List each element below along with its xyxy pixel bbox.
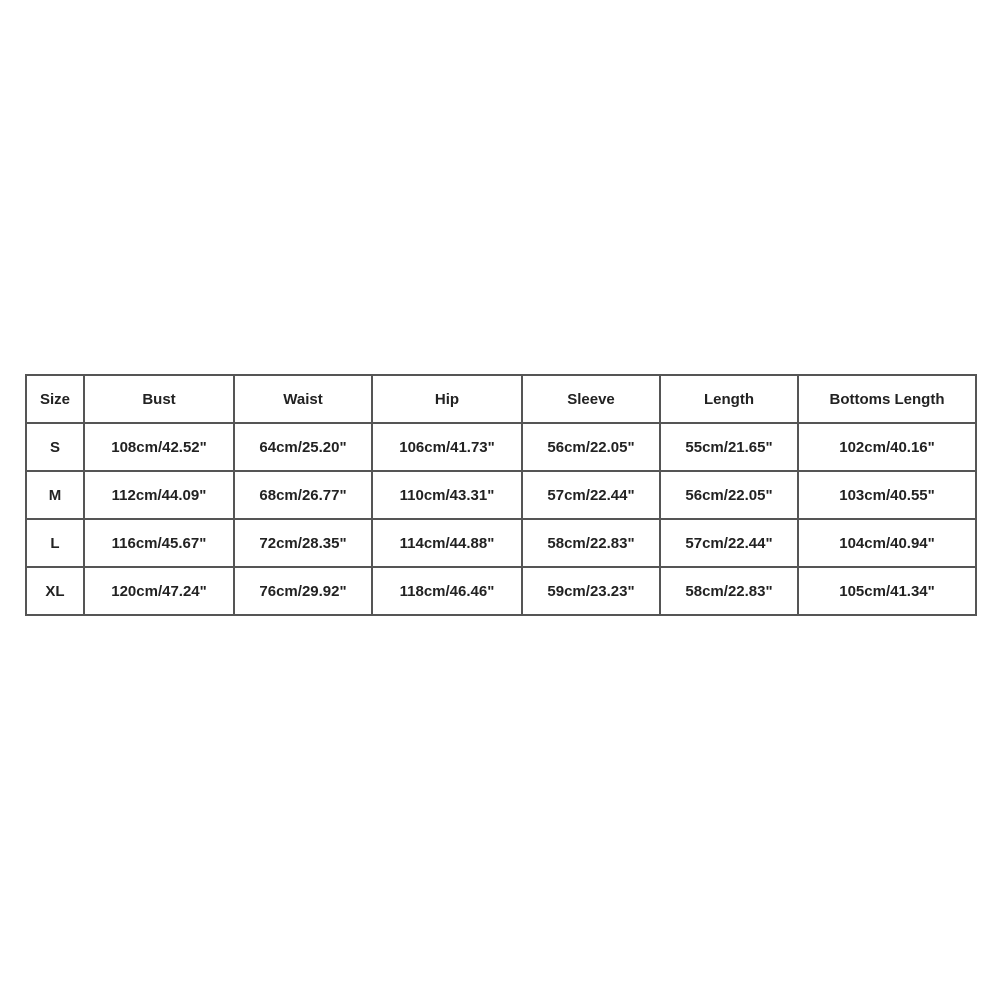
bust-cell: 108cm/42.52"	[84, 423, 234, 471]
waist-cell: 72cm/28.35"	[234, 519, 372, 567]
sleeve-cell: 58cm/22.83"	[522, 519, 660, 567]
sleeve-cell: 57cm/22.44"	[522, 471, 660, 519]
size-cell: XL	[26, 567, 84, 615]
waist-cell: 68cm/26.77"	[234, 471, 372, 519]
length-cell: 57cm/22.44"	[660, 519, 798, 567]
header-sleeve: Sleeve	[522, 375, 660, 423]
bottoms-length-cell: 104cm/40.94"	[798, 519, 976, 567]
header-bust: Bust	[84, 375, 234, 423]
size-chart-table	[25, 374, 977, 616]
size-cell: M	[26, 471, 84, 519]
bottoms-length-cell: 103cm/40.55"	[798, 471, 976, 519]
header-row	[26, 375, 976, 423]
bottoms-length-cell: 102cm/40.16"	[798, 423, 976, 471]
table-row	[26, 567, 976, 615]
header-size: Size	[26, 375, 84, 423]
length-cell: 56cm/22.05"	[660, 471, 798, 519]
table-row	[26, 471, 976, 519]
table-row	[26, 423, 976, 471]
bust-cell: 112cm/44.09"	[84, 471, 234, 519]
header-bottoms-length: Bottoms Length	[798, 375, 976, 423]
length-cell: 55cm/21.65"	[660, 423, 798, 471]
waist-cell: 76cm/29.92"	[234, 567, 372, 615]
hip-cell: 110cm/43.31"	[372, 471, 522, 519]
hip-cell: 114cm/44.88"	[372, 519, 522, 567]
length-cell: 58cm/22.83"	[660, 567, 798, 615]
header-length: Length	[660, 375, 798, 423]
header-waist: Waist	[234, 375, 372, 423]
size-cell: S	[26, 423, 84, 471]
sleeve-cell: 59cm/23.23"	[522, 567, 660, 615]
waist-cell: 64cm/25.20"	[234, 423, 372, 471]
table-row	[26, 519, 976, 567]
hip-cell: 118cm/46.46"	[372, 567, 522, 615]
header-hip: Hip	[372, 375, 522, 423]
hip-cell: 106cm/41.73"	[372, 423, 522, 471]
bust-cell: 120cm/47.24"	[84, 567, 234, 615]
sleeve-cell: 56cm/22.05"	[522, 423, 660, 471]
bottoms-length-cell: 105cm/41.34"	[798, 567, 976, 615]
size-cell: L	[26, 519, 84, 567]
bust-cell: 116cm/45.67"	[84, 519, 234, 567]
